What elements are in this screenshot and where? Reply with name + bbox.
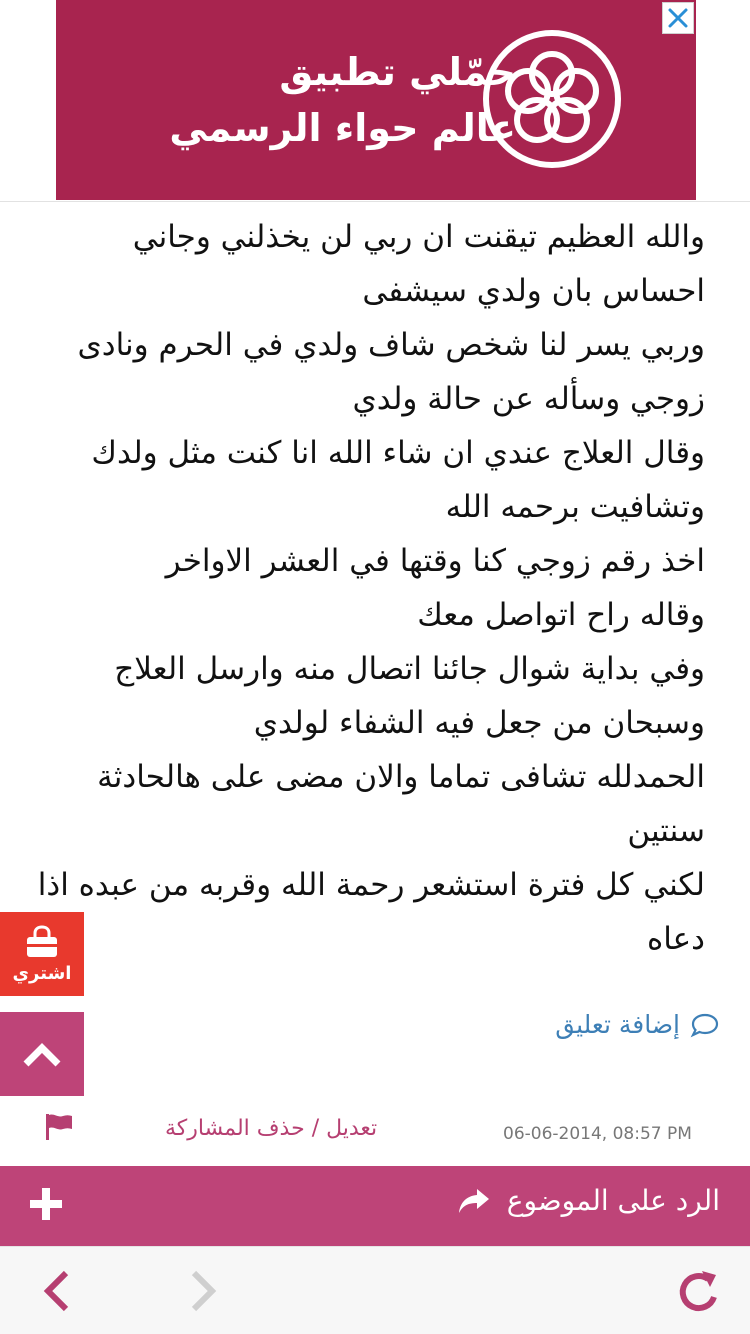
ad-close-button[interactable] [662, 2, 694, 34]
close-icon [667, 7, 689, 29]
reply-bar [0, 1166, 750, 1246]
chevron-up-icon [22, 1040, 62, 1068]
post-line: دعاه [647, 921, 705, 957]
ad-line-2: عالم حواء الرسمي [169, 106, 516, 150]
post-line: الحمدلله تشافى تماما والان مضى على هالحادثة [97, 759, 705, 795]
add-comment-link[interactable] [555, 1010, 720, 1039]
add-comment-label: إضافة تعليق [555, 1010, 680, 1039]
reply-to-topic-label: الرد على الموضوع [506, 1184, 720, 1217]
edit-delete-post-link[interactable]: تعديل / حذف المشاركة [165, 1116, 378, 1141]
plus-icon[interactable] [26, 1184, 66, 1224]
ad-banner-area [0, 0, 750, 202]
post-line: وربي يسر لنا شخص شاف ولدي في الحرم ونادى [77, 327, 705, 363]
post-line: سنتين [627, 813, 705, 849]
post-line: احساس بان ولدي سيشفى [362, 273, 705, 309]
ad-line-1: حمّلي تطبيق [279, 50, 516, 94]
bottom-navigation [0, 1246, 750, 1334]
share-arrow-icon [457, 1186, 491, 1216]
post-line: والله العظيم تيقنت ان ربي لن يخذلني وجاني [132, 219, 705, 255]
ad-text [169, 44, 516, 156]
ad-banner[interactable] [56, 0, 696, 200]
forward-arrow-icon[interactable] [180, 1267, 224, 1315]
report-flag-icon[interactable] [44, 1112, 74, 1142]
post-line: لكني كل فترة استشعر رحمة الله وقربه من عبده اذا [37, 867, 705, 903]
scroll-top-button[interactable] [0, 1012, 84, 1096]
comment-bubble-icon [690, 1012, 720, 1038]
post-line: وتشافيت برحمه الله [445, 489, 705, 525]
flower-logo-icon [481, 28, 623, 170]
post-line: وقاله راح اتواصل معك [417, 597, 705, 633]
reply-to-topic-button[interactable] [457, 1184, 720, 1217]
reload-icon[interactable] [674, 1267, 724, 1317]
shopping-bag-icon [23, 925, 61, 959]
post-line: زوجي وسأله عن حالة ولدي [352, 381, 705, 417]
post-line: وقال العلاج عندي ان شاء الله انا كنت مثل ولدك [91, 435, 705, 471]
buy-button[interactable] [0, 912, 84, 996]
post-line: وسبحان من جعل فيه الشفاء لولدي [253, 705, 705, 741]
post-timestamp: 06-06-2014, 08:57 PM [503, 1124, 692, 1144]
back-arrow-icon[interactable] [36, 1267, 80, 1315]
buy-label: اشتري [12, 962, 72, 984]
post-body [37, 210, 705, 966]
post-line: اخذ رقم زوجي كنا وقتها في العشر الاواخر [165, 543, 705, 579]
post-line: وفي بداية شوال جائنا اتصال منه وارسل العلاج [114, 651, 705, 687]
